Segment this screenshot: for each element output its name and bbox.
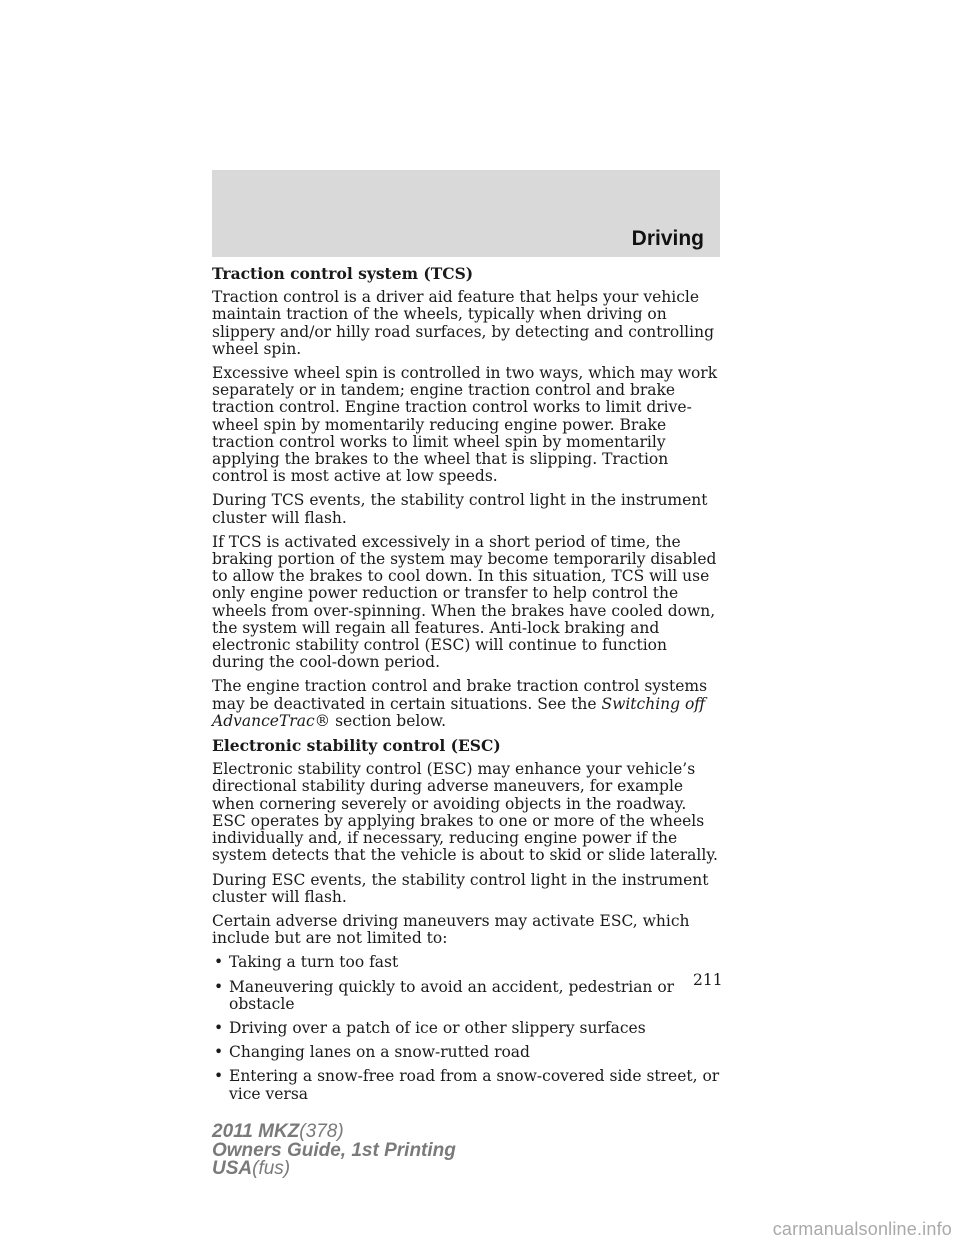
section-header-band: [212, 170, 720, 257]
bullet-icon: •: [214, 1067, 224, 1086]
tcs-paragraph-1: Traction control is a driver aid feature that helps your vehicle maintain traction of the wheels, typically when driving on slippery and/or hilly road surfaces, by detecting and controlling wheel spin.: [212, 288, 714, 358]
list-item: [212, 1068, 722, 1102]
watermark: carmanualsonline.info: [772, 1219, 952, 1239]
list-item: [212, 954, 722, 971]
footer-printing-line: Owners Guide, 1st Printing: [212, 1139, 456, 1161]
esc-heading: Electronic stability control (ESC): [212, 736, 501, 756]
page-content: [212, 265, 722, 1110]
tcs-paragraph-4: If TCS is activated excessively in a short period of time, the braking portion of the system may become temporarily disabled to allow the brakes to cool down. In this situation, TCS will use only engine power reduction or transfer to help control the wheels from over-spinning. When the brakes have cooled down, the system will regain all features. Anti-lock braking and electronic stability control (ESC) will continue to function during the cool-down period.: [212, 532, 717, 672]
bullet-icon: •: [214, 1018, 224, 1037]
list-item-text: Driving over a patch of ice or other slippery surfaces: [229, 1018, 646, 1037]
tcs-heading: Traction control system (TCS): [212, 264, 474, 283]
bullet-icon: •: [214, 1043, 224, 1062]
maneuver-bullet-list: [212, 954, 722, 1102]
list-item-text: Taking a turn too fast: [229, 953, 399, 972]
footer-model-line: [212, 1123, 456, 1142]
footer-market-line: [212, 1160, 456, 1179]
list-item: [212, 1044, 722, 1061]
print-footer: [212, 1123, 456, 1179]
tcs-paragraph-5-lead: The engine traction control and brake traction control systems may be deactivated in certain situations. See the: [212, 677, 708, 713]
section-title: Driving: [631, 227, 704, 250]
list-item: [212, 1020, 722, 1037]
footer-market-code: (fus): [252, 1158, 291, 1179]
advancetrac-section-reference: Switching off AdvanceTrac®: [212, 694, 706, 730]
list-item-text: Entering a snow-free road from a snow-covered side street, or vice versa: [229, 1067, 720, 1103]
footer-market: USA: [212, 1158, 253, 1179]
bullet-icon: •: [214, 953, 224, 972]
esc-paragraph-3: Certain adverse driving maneuvers may activate ESC, which include but are not limited to:: [212, 911, 690, 948]
list-item: [212, 979, 722, 1013]
tcs-paragraph-3: During TCS events, the stability control light in the instrument cluster will flash.: [212, 491, 708, 527]
footer-model-code: (378): [299, 1121, 344, 1142]
tcs-paragraph-2: Excessive wheel spin is controlled in two ways, which may work separately or in tandem; engine traction control and brake traction control. Engine traction control works to limit drive-wheel spin by momentarily reducing engine power. Brake traction control works to limit wheel spin by momentarily applying the brakes to the wheel that is slipping. Traction control is most active at low speeds.: [212, 364, 718, 486]
esc-paragraph-1: Electronic stability control (ESC) may enhance your vehicle’s directional stability during adverse maneuvers, for example when cornering severely or avoiding objects in the roadway. ESC operates by applying brakes to one or more of the wheels individually and, if necessary, reducing engine power if the system detects that the vehicle is about to skid or slide laterally.: [212, 760, 718, 865]
tcs-paragraph-5: [212, 678, 722, 730]
esc-paragraph-2: During ESC events, the stability control light in the instrument cluster will flash.: [212, 870, 709, 906]
list-item-text: Maneuvering quickly to avoid an accident, pedestrian or obstacle: [229, 977, 675, 1013]
bullet-icon: •: [214, 977, 224, 996]
tcs-paragraph-5-tail: section below.: [335, 711, 447, 730]
list-item-text: Changing lanes on a snow-rutted road: [229, 1043, 530, 1062]
page-number: 211: [693, 971, 723, 989]
footer-model: 2011 MKZ: [212, 1121, 300, 1142]
